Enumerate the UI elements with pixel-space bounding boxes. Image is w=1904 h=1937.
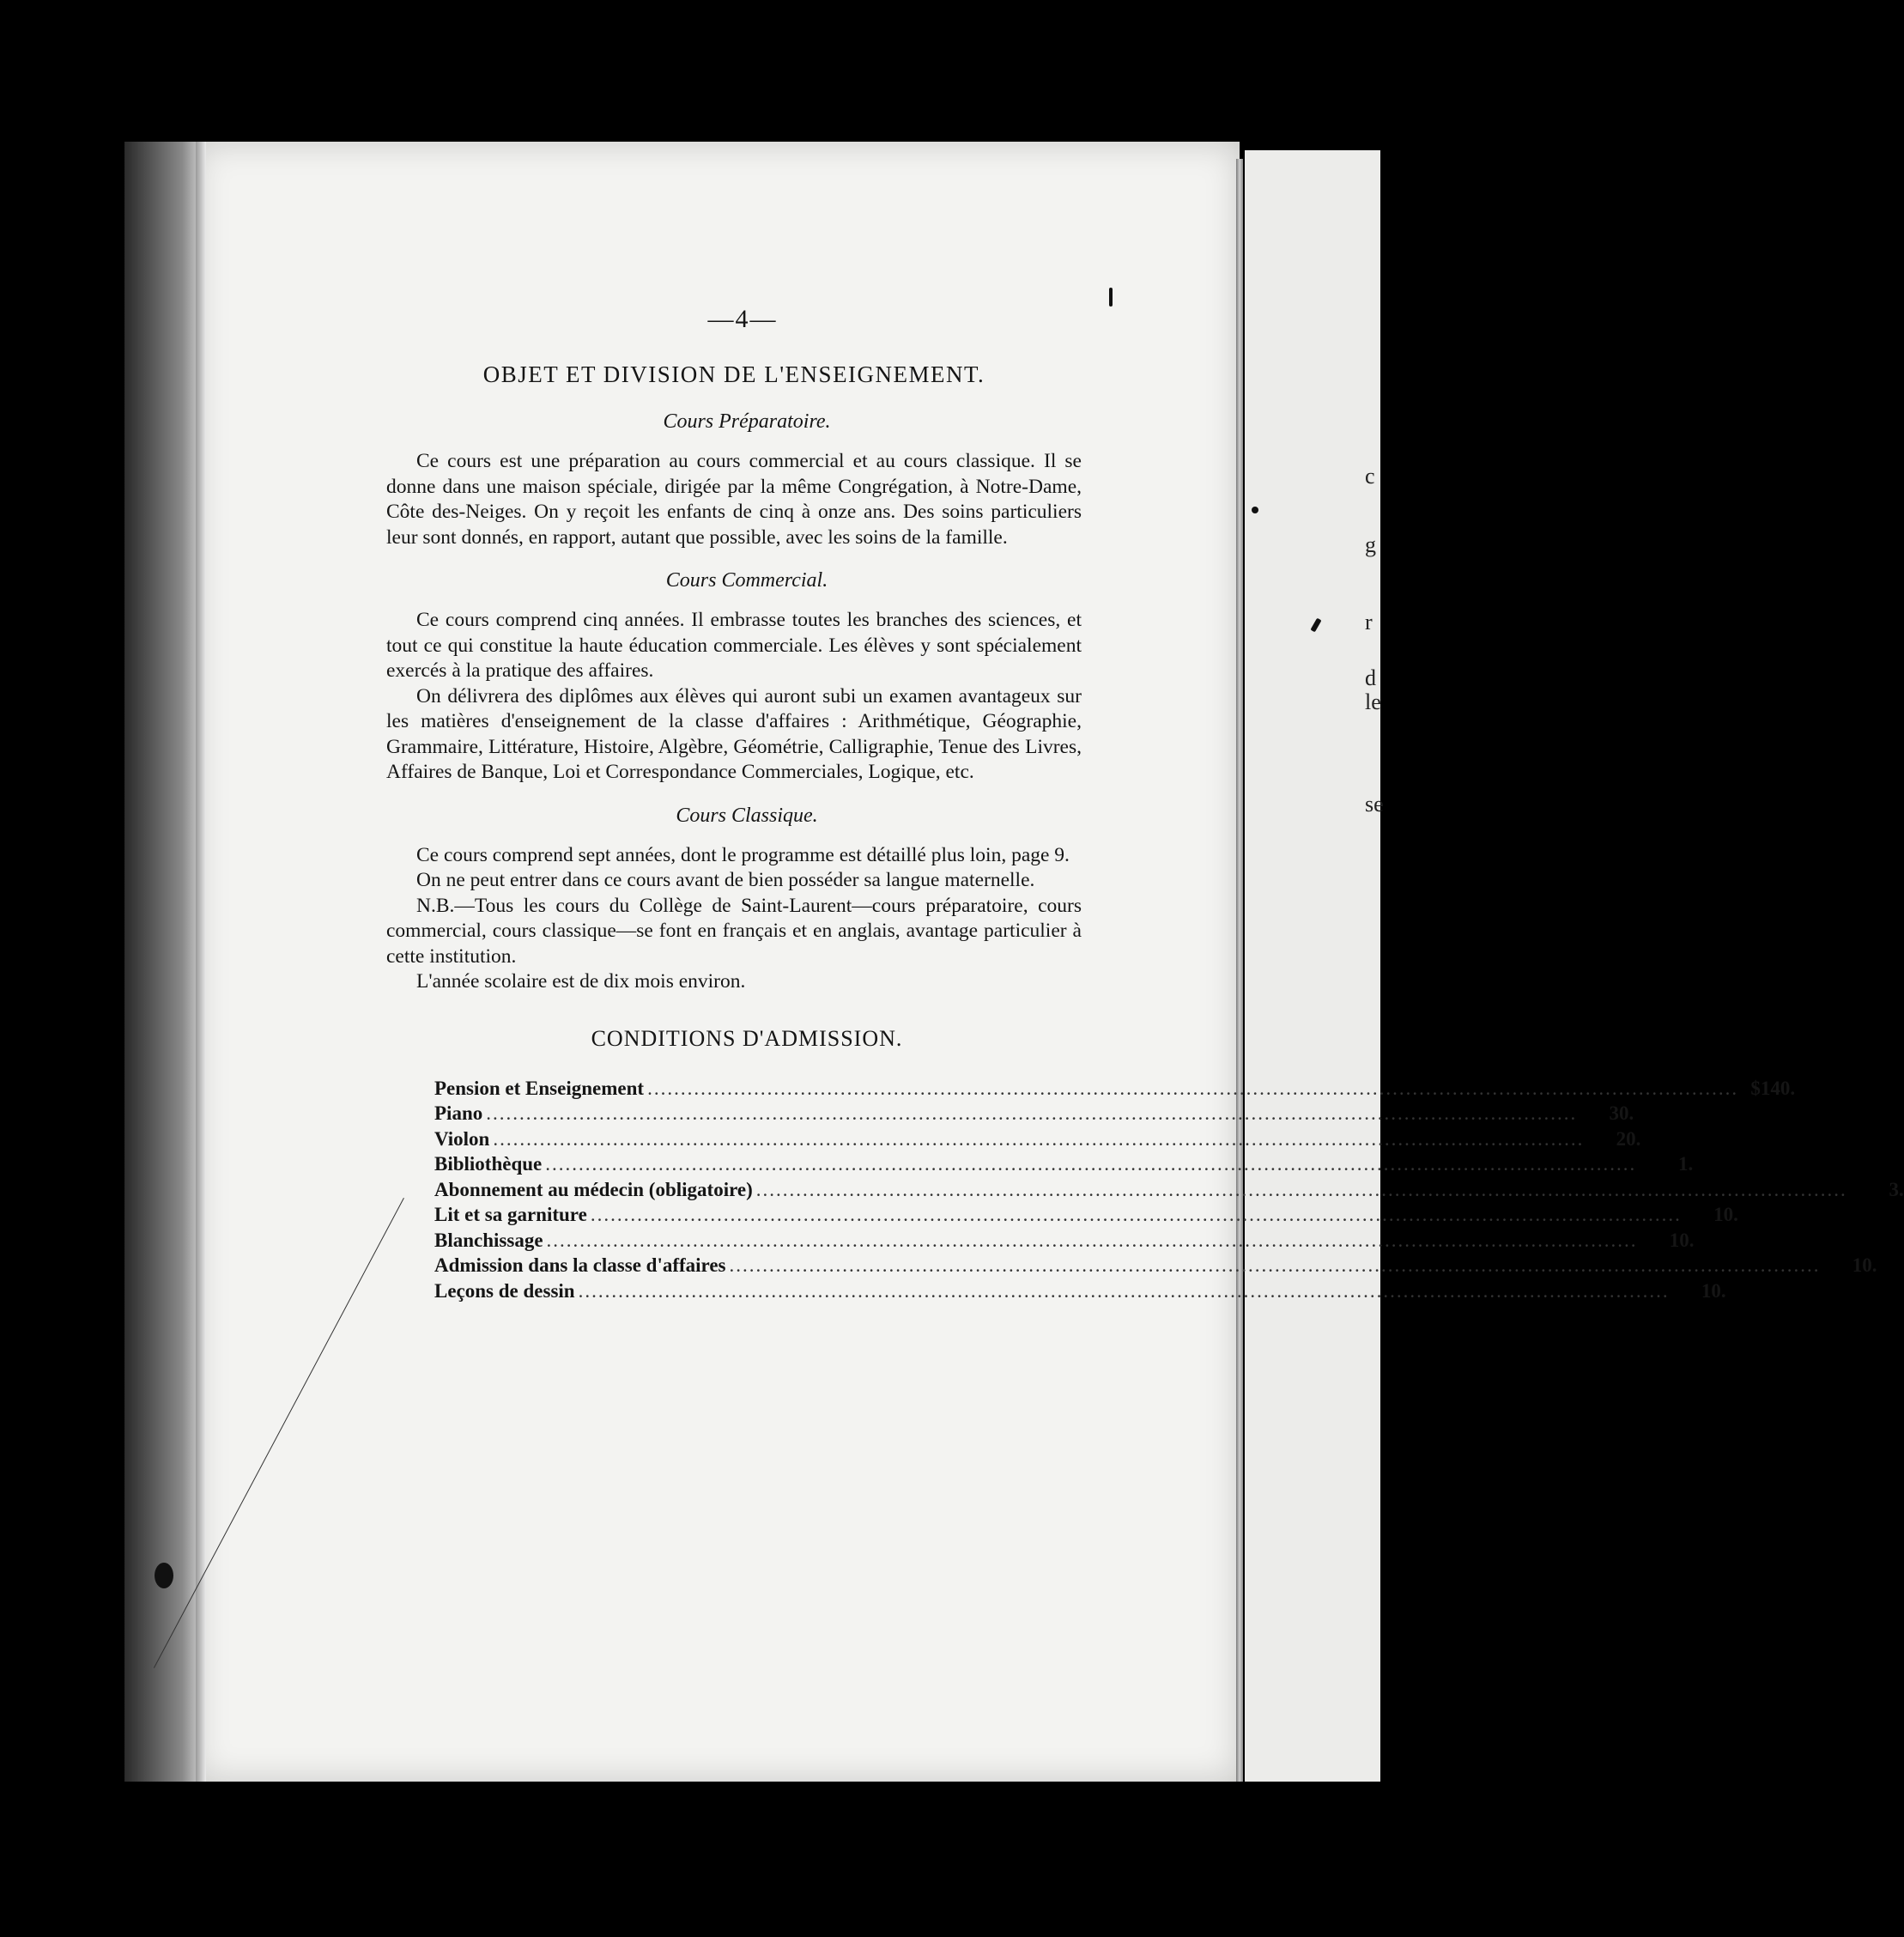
paragraph: N.B.—Tous les cours du Collège de Saint-Laurent—cours préparatoire, cours commercial, cours classique—se font en français et en anglais, avantage particulier à cette institution. [386, 894, 1082, 968]
fee-row [434, 1278, 1726, 1304]
leader-dots [486, 1101, 1577, 1126]
paragraph: On ne peut entrer dans ce cours avant de bien posséder sa langue maternelle. [416, 869, 1035, 891]
fee-label: Bibliothèque [434, 1153, 543, 1175]
paragraph: L'année scolaire est de dix mois environ. [416, 970, 746, 993]
fee-amount: 20. [1616, 1127, 1641, 1150]
adjacent-page-fragment: g [1365, 532, 1376, 557]
section-heading: Cours Préparatoire. [663, 410, 831, 433]
scan-left-edge [124, 142, 202, 1782]
paragraph: Ce cours comprend cinq années. Il embrasse toutes les branches des sciences, et tout ce qui constitue la haute éducation commerciale. Les élèves y sont spécialement exercés à la pratique des affaires. [386, 609, 1082, 682]
fee-amount: 1. [1678, 1153, 1694, 1175]
adjacent-page-fragment: le [1365, 689, 1381, 714]
adjacent-page-fragment: d [1365, 665, 1376, 690]
leader-dots [647, 1076, 1738, 1102]
leader-dots [730, 1253, 1821, 1278]
section-heading: Cours Classique. [676, 804, 818, 827]
fee-row [434, 1076, 1796, 1102]
fee-row [434, 1126, 1641, 1152]
paragraph: Ce cours est une préparation au cours commercial et au cours classique. Il se donne dans une maison spéciale, dirigée par la même Congrégation, à Notre-Dame, Côte des-Neiges. On y reçoit les enfants de cinq à onze ans. Des soins particuliers leur sont donnés, en rapport, autant que possible, avec les soins de la famille. [386, 450, 1082, 549]
fee-amount: $140. [1750, 1077, 1796, 1099]
page-gutter [1236, 159, 1243, 1782]
fee-label: Violon [434, 1127, 490, 1150]
adjacent-page-fragment: r [1365, 610, 1373, 635]
fee-label: Abonnement au médecin (obligatoire) [434, 1178, 753, 1200]
fee-label: Blanchissage [434, 1229, 543, 1251]
fee-label: Pension et Enseignement [434, 1077, 645, 1099]
section-heading: Cours Commercial. [665, 569, 828, 592]
fee-row [434, 1101, 1634, 1126]
fee-row [434, 1253, 1877, 1278]
page-title: OBJET ET DIVISION DE L'ENSEIGNEMENT. [482, 361, 985, 387]
section-cours-preparatoire [386, 410, 1082, 550]
section-cours-classique [386, 805, 1082, 995]
leader-dots [545, 1151, 1636, 1177]
adjacent-page-fragment: se [1365, 792, 1384, 817]
fee-amount: 10. [1669, 1229, 1695, 1251]
leader-dots [591, 1202, 1682, 1228]
scan-blot [155, 1563, 173, 1588]
fee-row [434, 1228, 1695, 1254]
fee-amount: 10. [1852, 1254, 1877, 1276]
fee-label: Piano [434, 1102, 483, 1124]
fee-label: Leçons de dessin [434, 1279, 575, 1302]
fee-amount: 3. [1889, 1178, 1904, 1200]
fee-row [434, 1202, 1738, 1228]
scan-mark [1252, 507, 1258, 513]
section-cours-commercial [386, 569, 1082, 786]
scan-mark [1109, 288, 1113, 307]
fee-amount: 10. [1701, 1279, 1726, 1302]
fee-list [434, 1076, 1904, 1304]
conditions-title: CONDITIONS D'ADMISSION. [591, 1025, 903, 1051]
leader-dots [493, 1126, 1584, 1152]
fee-row [434, 1151, 1694, 1177]
fee-amount: 30. [1609, 1102, 1634, 1124]
leader-dots [579, 1278, 1670, 1304]
leader-dots [547, 1228, 1638, 1254]
paragraph: On délivrera des diplômes aux élèves qui auront subi un examen avantageux sur les matières d'enseignement de la classe d'affaires : Arithmétique, Géographie, Grammaire, Littérature, Histoire, Algèbre, Géométrie, Calligraphie, Tenue des Livres, Affaires de Banque, Loi et Correspondance Commerciales, Logique, etc. [386, 684, 1082, 783]
fee-label: Admission dans la classe d'affaires [434, 1254, 726, 1276]
fee-row [434, 1177, 1904, 1203]
adjacent-page-fragment: c [1365, 464, 1375, 489]
leader-dots [756, 1177, 1847, 1203]
page-content [386, 305, 1904, 1303]
fee-amount: 10. [1713, 1204, 1738, 1225]
page-number: —4— [707, 305, 778, 333]
adjacent-page-edge [1245, 150, 1380, 1782]
fee-label: Lit et sa garniture [434, 1204, 587, 1225]
paragraph: Ce cours comprend sept années, dont le programme est détaillé plus loin, page 9. [416, 843, 1070, 866]
